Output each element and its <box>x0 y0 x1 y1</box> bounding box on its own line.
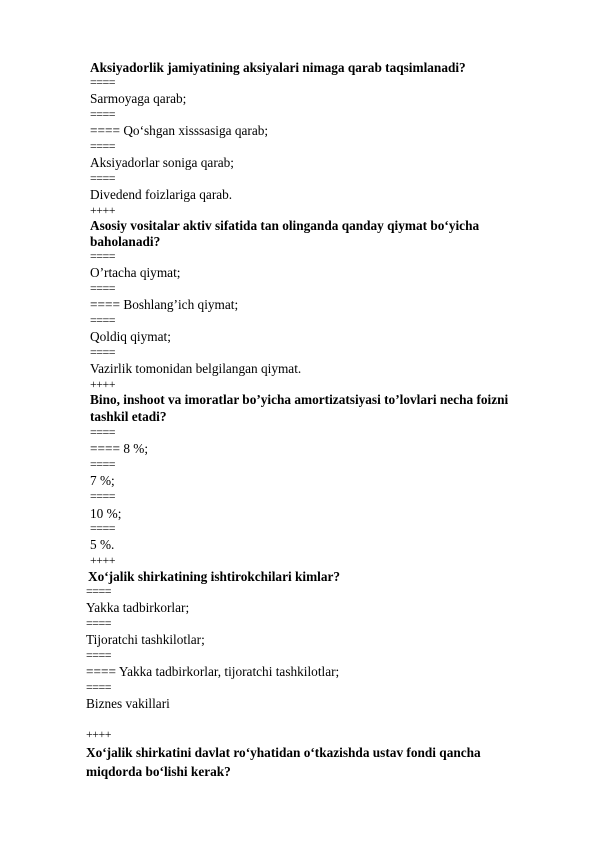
question-end-marker: ++++ <box>90 377 116 391</box>
q3-option-1-correct: ==== 8 %; <box>90 441 149 456</box>
separator: ==== <box>90 425 116 439</box>
q1-option-4: Divedend foizlariga qarab. <box>90 187 233 202</box>
separator: ==== <box>90 457 116 471</box>
question-2-line-1: Asosiy vositalar aktiv sifatida tan olinganda qanday qiymat bo‘yicha <box>90 218 480 233</box>
q3-option-3: 10 %; <box>90 506 122 521</box>
q3-option-4: 5 %. <box>90 537 115 552</box>
question-4: Xo‘jalik shirkatining ishtirokchilari kimlar? <box>88 569 341 584</box>
question-5-line-2: miqdorda bo‘lishi kerak? <box>86 764 231 779</box>
q2-option-2-correct: ==== Boshlang’ich qiymat; <box>90 297 239 312</box>
separator: ==== <box>90 313 116 327</box>
q4-option-4: Biznes vakillari <box>86 696 170 711</box>
question-end-marker: ++++ <box>90 553 116 567</box>
question-end-marker: ++++ <box>90 203 116 217</box>
separator: ==== <box>90 107 116 121</box>
q2-option-3: Qoldiq qiymat; <box>90 329 171 344</box>
q3-option-2: 7 %; <box>90 473 115 488</box>
separator: ==== <box>90 489 116 503</box>
question-1: Aksiyadorlik jamiyatining aksiyalari nimaga qarab taqsimlanadi? <box>90 60 466 75</box>
q1-option-1: Sarmoyaga qarab; <box>90 91 187 106</box>
question-5-line-1: Xo‘jalik shirkatini davlat ro‘yhatidan o‘tkazishda ustav fondi qancha <box>86 745 481 760</box>
q2-option-4: Vazirlik tomonidan belgilangan qiymat. <box>90 361 302 376</box>
separator: ==== <box>90 171 116 185</box>
separator: ==== <box>90 521 116 535</box>
question-end-marker: ++++ <box>86 727 112 741</box>
separator: ==== <box>90 139 116 153</box>
q1-option-3: Aksiyadorlar soniga qarab; <box>90 155 235 170</box>
separator: ==== <box>90 249 116 263</box>
q4-option-3-correct: ==== Yakka tadbirkorlar, tijoratchi tashkilotlar; <box>86 664 340 679</box>
question-2-line-2: baholanadi? <box>90 234 161 249</box>
q4-option-1: Yakka tadbirkorlar; <box>86 600 190 615</box>
separator: ==== <box>86 616 112 630</box>
separator: ==== <box>86 680 112 694</box>
question-3-line-2: tashkil etadi? <box>90 409 167 424</box>
separator: ==== <box>90 75 116 89</box>
q2-option-1: O’rtacha qiymat; <box>90 265 181 280</box>
separator: ==== <box>86 584 112 598</box>
separator: ==== <box>90 345 116 359</box>
question-3-line-1: Bino, inshoot va imoratlar bo’yicha amortizatsiyasi to’lovlari necha foizni <box>90 392 509 407</box>
q4-option-2: Tijoratchi tashkilotlar; <box>86 632 205 647</box>
q1-option-2-correct: ==== Qo‘shgan xisssasiga qarab; <box>90 123 269 138</box>
separator: ==== <box>90 281 116 295</box>
separator: ==== <box>86 648 112 662</box>
